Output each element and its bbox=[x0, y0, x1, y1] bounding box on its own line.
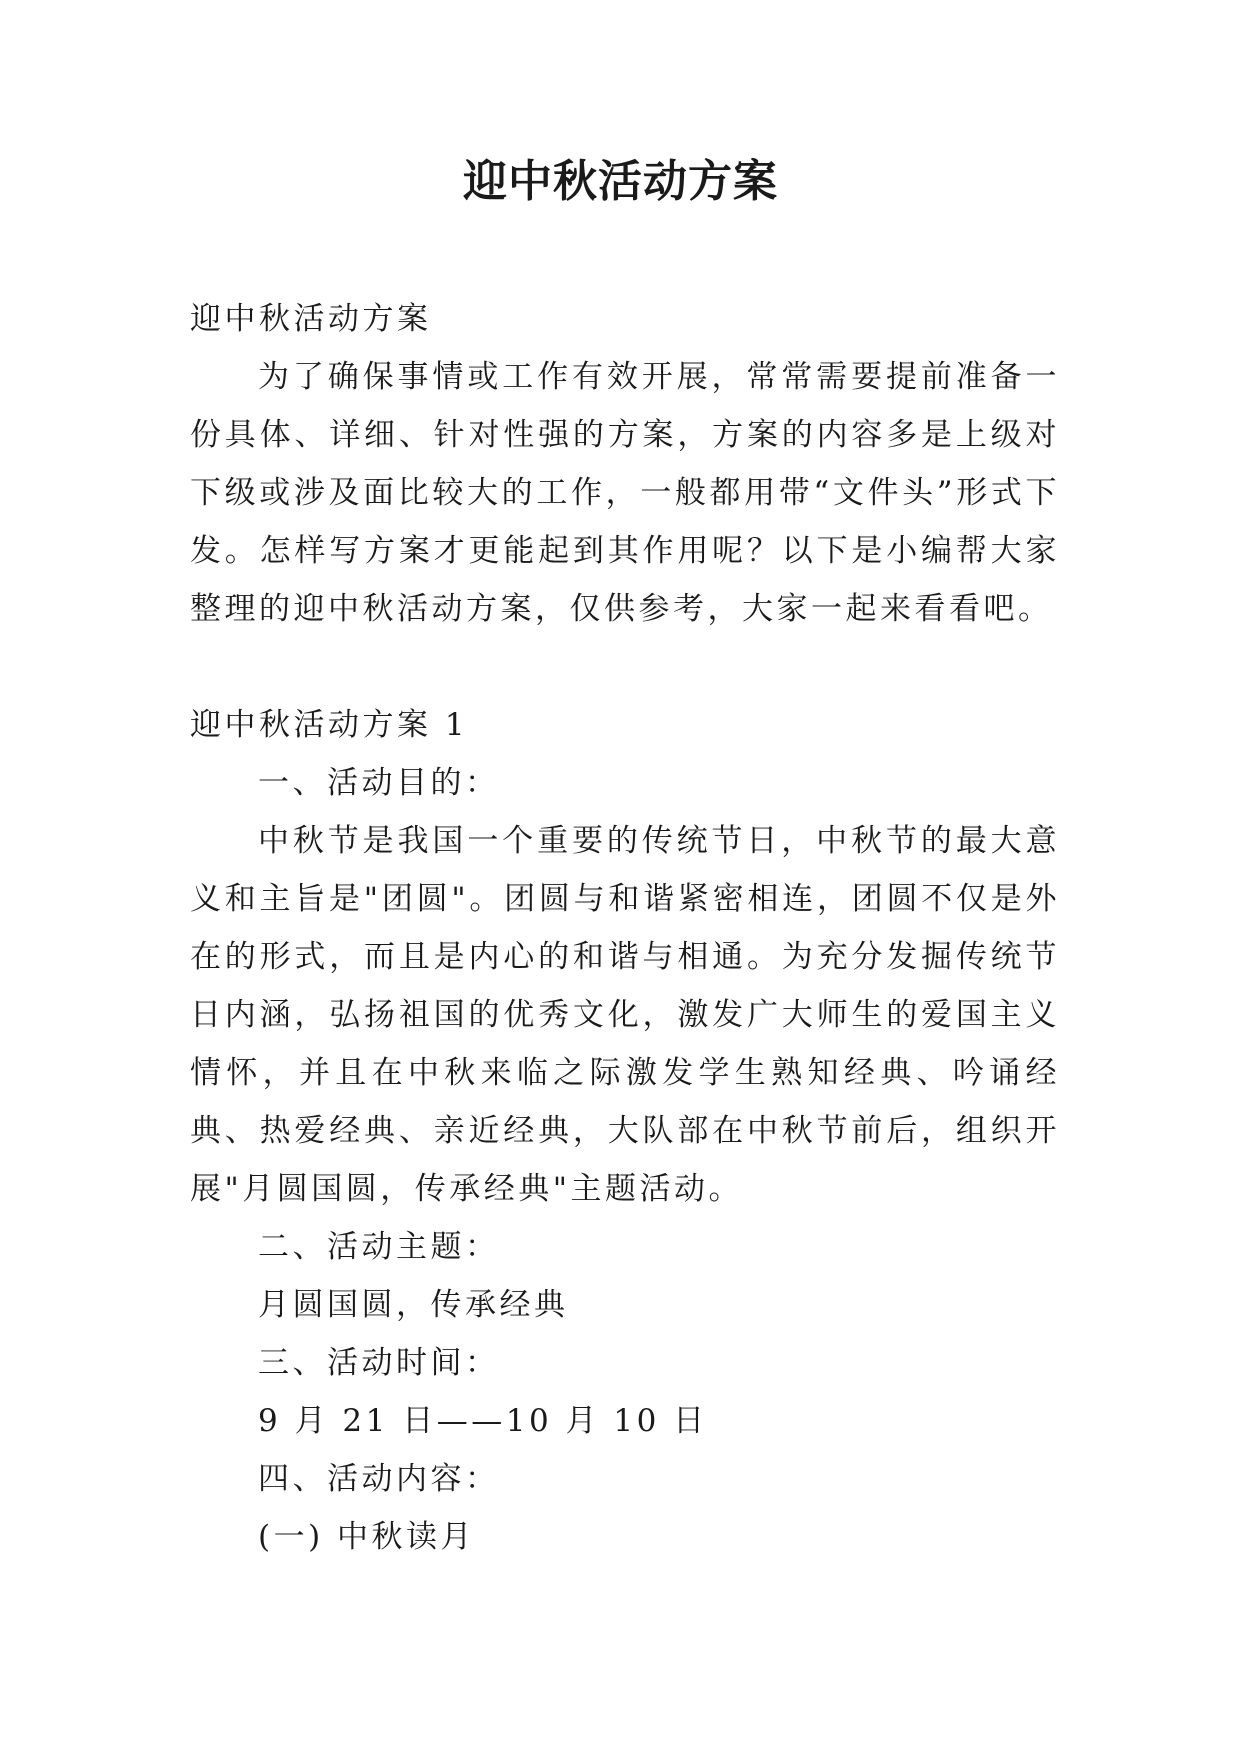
section3-text: 9 月 21 日——10 月 10 日 bbox=[258, 1403, 708, 1439]
section4-heading: 四、活动内容： bbox=[258, 1461, 500, 1497]
section1-heading: 一、活动目的： bbox=[258, 765, 500, 801]
document-title: 迎中秋活动方案 bbox=[463, 156, 778, 207]
document-body bbox=[190, 290, 1060, 1566]
section2-heading: 二、活动主题： bbox=[258, 1229, 500, 1265]
section1-paragraph: 中秋节是我国一个重要的传统节日，中秋节的最大意义和主旨是"团圆"。团圆与和谐紧密相连，团圆不仅是外在的形式，而且是内心的和谐与相通。为充分发掘传统节日内涵，弘扬祖国的优秀文化，激发广大师生的爱国主义情怀，并且在中秋来临之际激发学生熟知经典、吟诵经典、热爱经典、亲近经典，大队部在中秋节前后，组织开展"月圆国圆，传承经典"主题活动。 bbox=[190, 823, 1060, 1207]
section4-item1: (一) 中秋读月 bbox=[258, 1519, 476, 1555]
plan1-heading: 迎中秋活动方案 1 bbox=[190, 707, 469, 743]
intro-paragraph: 为了确保事情或工作有效开展，常常需要提前准备一份具体、详细、针对性强的方案，方案的内容多是上级对下级或涉及面比较大的工作，一般都用带“文件头”形式下发。怎样写方案才更能起到其作用呢？以下是小编帮大家整理的迎中秋活动方案，仅供参考，大家一起来看看吧。 bbox=[190, 359, 1060, 627]
section3-heading: 三、活动时间： bbox=[258, 1345, 500, 1381]
paragraph-spacer bbox=[190, 638, 1060, 696]
intro-heading: 迎中秋活动方案 bbox=[190, 301, 432, 337]
section2-text: 月圆国圆，传承经典 bbox=[258, 1287, 569, 1323]
